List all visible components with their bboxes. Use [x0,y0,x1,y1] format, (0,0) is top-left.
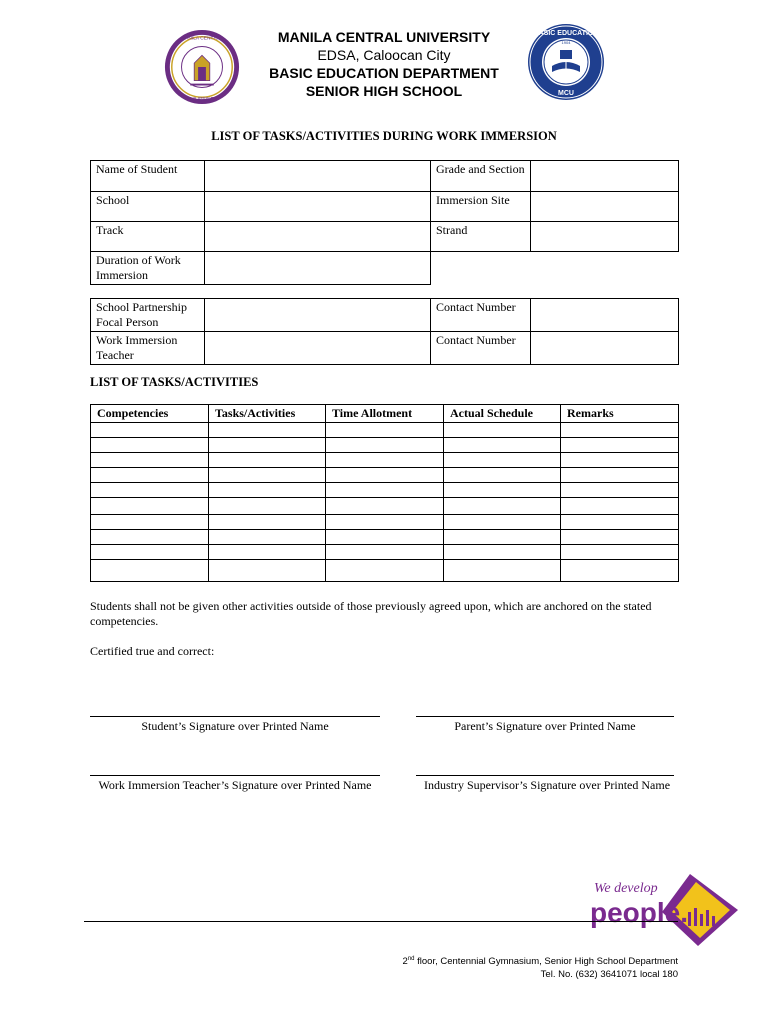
time-allotment-cell[interactable] [326,468,444,483]
tasks-header-row [91,405,679,423]
remarks-cell[interactable] [561,560,679,582]
grade-field[interactable] [531,161,679,192]
tasks-table [90,404,679,582]
time-allotment-cell[interactable] [326,530,444,545]
time-allotment-cell[interactable] [326,453,444,468]
name-field[interactable] [205,161,431,192]
table-row [91,252,679,285]
letterhead [0,28,768,108]
parent-signature-label: Parent’s Signature over Printed Name [454,719,636,733]
note-text: Students shall not be given other activities outside of those previously agreed upon, which are anchored on the stated competencies. [90,599,652,628]
strand-label: Strand [431,222,531,252]
immersion-site-label: Immersion Site [431,192,531,222]
remarks-cell[interactable] [561,515,679,530]
floor-ordinal: nd [407,956,415,962]
actual-schedule-cell[interactable] [444,515,561,530]
competency-cell[interactable] [91,468,209,483]
table-row [91,438,679,453]
teacher-signature-line[interactable] [90,775,380,776]
university-name: MANILA CENTRAL UNIVERSITY [277,29,491,45]
footer-address-rest: floor, Centennial Gymnasium, Senior High School Department [414,956,678,968]
actual-schedule-cell[interactable] [444,545,561,560]
svg-text:BASIC EDUCATION: BASIC EDUCATION [533,30,599,37]
remarks-cell[interactable] [561,545,679,560]
time-allotment-cell[interactable] [326,438,444,453]
competency-cell[interactable] [91,545,209,560]
contact-number-field[interactable] [531,299,679,332]
document-title: LIST OF TASKS/ACTIVITIES DURING WORK IMMERSION [211,129,557,143]
name-label: Name of Student [91,161,205,192]
department-name: BASIC EDUCATION DEPARTMENT [269,65,499,81]
task-cell[interactable] [209,515,326,530]
header-actual-schedule: Actual Schedule [444,405,561,423]
task-cell[interactable] [209,483,326,498]
supervisor-signature-label: Industry Supervisor’s Signature over Printed Name [423,778,671,792]
time-allotment-cell[interactable] [326,423,444,438]
remarks-cell[interactable] [561,453,679,468]
competency-cell[interactable] [91,483,209,498]
task-cell[interactable] [209,438,326,453]
tasks-section-title: LIST OF TASKS/ACTIVITIES [90,375,259,389]
actual-schedule-cell[interactable] [444,453,561,468]
actual-schedule-cell[interactable] [444,483,561,498]
task-cell[interactable] [209,560,326,582]
actual-schedule-cell[interactable] [444,560,561,582]
focal-person-field[interactable] [205,299,431,332]
header-competencies: Competencies [91,405,209,423]
university-address: EDSA, Caloocan City [317,47,451,63]
svg-text:PHILIPPINES: PHILIPPINES [187,97,217,103]
footer-address [403,953,678,981]
table-row [91,483,679,498]
task-cell[interactable] [209,545,326,560]
table-row [91,192,679,222]
remarks-cell[interactable] [561,483,679,498]
time-allotment-cell[interactable] [326,483,444,498]
actual-schedule-cell[interactable] [444,423,561,438]
contact-number-label: Contact Number [431,299,531,332]
time-allotment-cell[interactable] [326,498,444,515]
table-row [91,468,679,483]
footer-tel: Tel. No. (632) 3641071 local 180 [540,969,678,981]
school-field[interactable] [205,192,431,222]
header-remarks: Remarks [561,405,679,423]
school-name: SENIOR HIGH SCHOOL [305,83,463,99]
task-cell[interactable] [209,468,326,483]
remarks-cell[interactable] [561,438,679,453]
time-allotment-cell[interactable] [326,515,444,530]
student-signature-label: Student’s Signature over Printed Name [141,719,329,733]
competency-cell[interactable] [91,438,209,453]
contact-table [90,298,679,365]
actual-schedule-cell[interactable] [444,530,561,545]
remarks-cell[interactable] [561,498,679,515]
teacher-label: Work Immersion Teacher [91,332,205,365]
focal-person-label: School Partnership Focal Person [91,299,205,332]
table-row [91,530,679,545]
actual-schedule-cell[interactable] [444,498,561,515]
task-cell[interactable] [209,453,326,468]
table-row [91,515,679,530]
teacher-field[interactable] [205,332,431,365]
parent-signature-line[interactable] [416,716,674,717]
university-seal-icon [163,28,241,106]
table-row [91,498,679,515]
competency-cell[interactable] [91,530,209,545]
svg-text:MCU: MCU [558,90,574,97]
competency-cell[interactable] [91,560,209,582]
certified-text: Certified true and correct: [90,644,215,658]
strand-field[interactable] [531,222,679,252]
remarks-cell[interactable] [561,468,679,483]
task-cell[interactable] [209,530,326,545]
time-allotment-cell[interactable] [326,560,444,582]
table-row [91,332,679,365]
actual-schedule-cell[interactable] [444,438,561,453]
tasks-body [91,423,679,582]
floor-number: 2 [402,956,408,968]
time-allotment-cell[interactable] [326,545,444,560]
contact-number-field[interactable] [531,332,679,365]
svg-text:MANILA CENTRAL: MANILA CENTRAL [181,36,223,42]
blank-cell [431,252,679,285]
grade-label: Grade and Section [431,161,531,192]
remarks-cell[interactable] [561,530,679,545]
task-cell[interactable] [209,423,326,438]
competency-cell[interactable] [91,498,209,515]
student-signature-line[interactable] [90,716,380,717]
letterhead-text [250,28,518,100]
task-cell[interactable] [209,498,326,515]
table-row [91,423,679,438]
remarks-cell[interactable] [561,423,679,438]
we-develop-people-logo-icon [590,872,740,947]
basic-education-seal-icon [526,22,606,102]
duration-field[interactable] [205,252,431,285]
footer-address-line [403,953,678,968]
competency-cell[interactable] [91,515,209,530]
table-row [91,545,679,560]
table-row [91,453,679,468]
competency-cell[interactable] [91,423,209,438]
school-label: School [91,192,205,222]
teacher-signature-label: Work Immersion Teacher’s Signature over Printed Name [98,778,372,792]
track-field[interactable] [205,222,431,252]
track-label: Track [91,222,205,252]
table-row [91,299,679,332]
table-row [91,161,679,192]
badge-word: people. [590,897,689,928]
footer-rule [84,921,678,922]
actual-schedule-cell[interactable] [444,468,561,483]
badge-tagline: We develop [594,881,658,896]
immersion-site-field[interactable] [531,192,679,222]
table-row [91,222,679,252]
student-info-table [90,160,679,285]
table-row [91,560,679,582]
header-time-allotment: Time Allotment [326,405,444,423]
svg-text:1904: 1904 [561,40,571,45]
duration-label: Duration of Work Immersion [91,252,205,285]
header-tasks: Tasks/Activities [209,405,326,423]
contact-number-label: Contact Number [431,332,531,365]
supervisor-signature-line[interactable] [416,775,674,776]
competency-cell[interactable] [91,453,209,468]
